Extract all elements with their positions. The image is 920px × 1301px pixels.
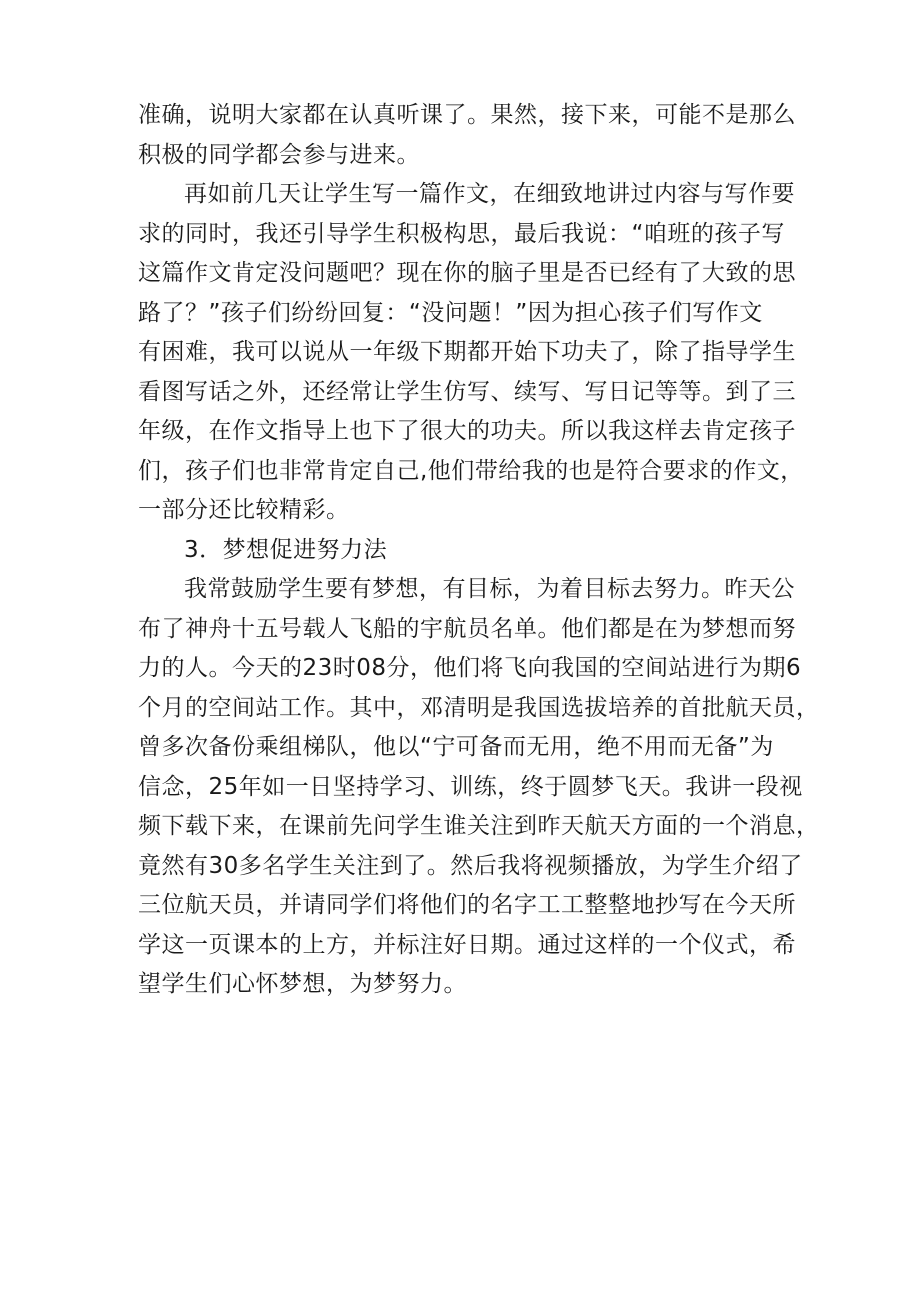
text-line: 有困难，我可以说从一年级下期都开始下功夫了，除了指导学生 [138, 339, 796, 365]
text-line: 看图写话之外，还经常让学生仿写、续写、写日记等等。到了三 [138, 378, 796, 405]
text-line: 布了神舟十五号载人飞船的宇航员名单。他们都是在为梦想而努 [138, 615, 796, 642]
document-body [138, 96, 820, 1005]
text-line: 们，孩子们也非常肯定自己,他们带给我的也是符合要求的作文， [138, 457, 804, 484]
paragraph-start-line: 再如前几天让学生写一篇作文，在细致地讲过内容与写作要 [184, 181, 795, 207]
text-line: 竟然有30多名学生关注到了。然后我将视频播放，为学生介绍了 [138, 852, 803, 879]
text-line: 力的人。今天的23时08分，他们将飞向我国的空间站进行为期6 [138, 655, 802, 681]
paragraph-start-line: 我常鼓励学生要有梦想，有目标，为着目标去努力。昨天公 [184, 576, 795, 602]
section-heading: 3．梦想促进努力法 [184, 536, 388, 563]
text-line: 学这一页课本的上方，并标注好日期。通过这样的一个仪式，希 [138, 931, 796, 958]
text-line: 三位航天员，并请同学们将他们的名字工工整整地抄写在今天所 [138, 892, 796, 918]
text-line: 个月的空间站工作。其中，邓清明是我国选拔培养的首批航天员， [138, 694, 820, 721]
text-line: 年级，在作文指导上也下了很大的功夫。所以我这样去肯定孩子 [138, 418, 796, 444]
text-line: 曾多次备份乘组梯队，他以“宁可备而无用，绝不用而无备”为 [138, 734, 774, 760]
text-line: 路了？”孩子们纷纷回复：“没问题！”因为担心孩子们写作文 [138, 299, 763, 326]
text-line: 这篇作文肯定没问题吧？现在你的脑子里是否已经有了大致的思 [138, 260, 796, 286]
text-line: 信念，25年如一日坚持学习、训练，终于圆梦飞天。我讲一段视 [138, 773, 803, 800]
text-line: 准确，说明大家都在认真听课了。果然，接下来，可能不是那么 [138, 102, 796, 128]
text-line: 频下载下来，在课前先问学生谁关注到昨天航天方面的一个消息， [138, 813, 820, 839]
text-line: 一部分还比较精彩。 [138, 497, 350, 523]
text-line: 积极的同学都会参与进来。 [138, 141, 420, 168]
text-line: 求的同时，我还引导学生积极构思，最后我说：“咱班的孩子写 [138, 220, 785, 247]
text-line: 望学生们心怀梦想，为梦努力。 [138, 971, 467, 997]
